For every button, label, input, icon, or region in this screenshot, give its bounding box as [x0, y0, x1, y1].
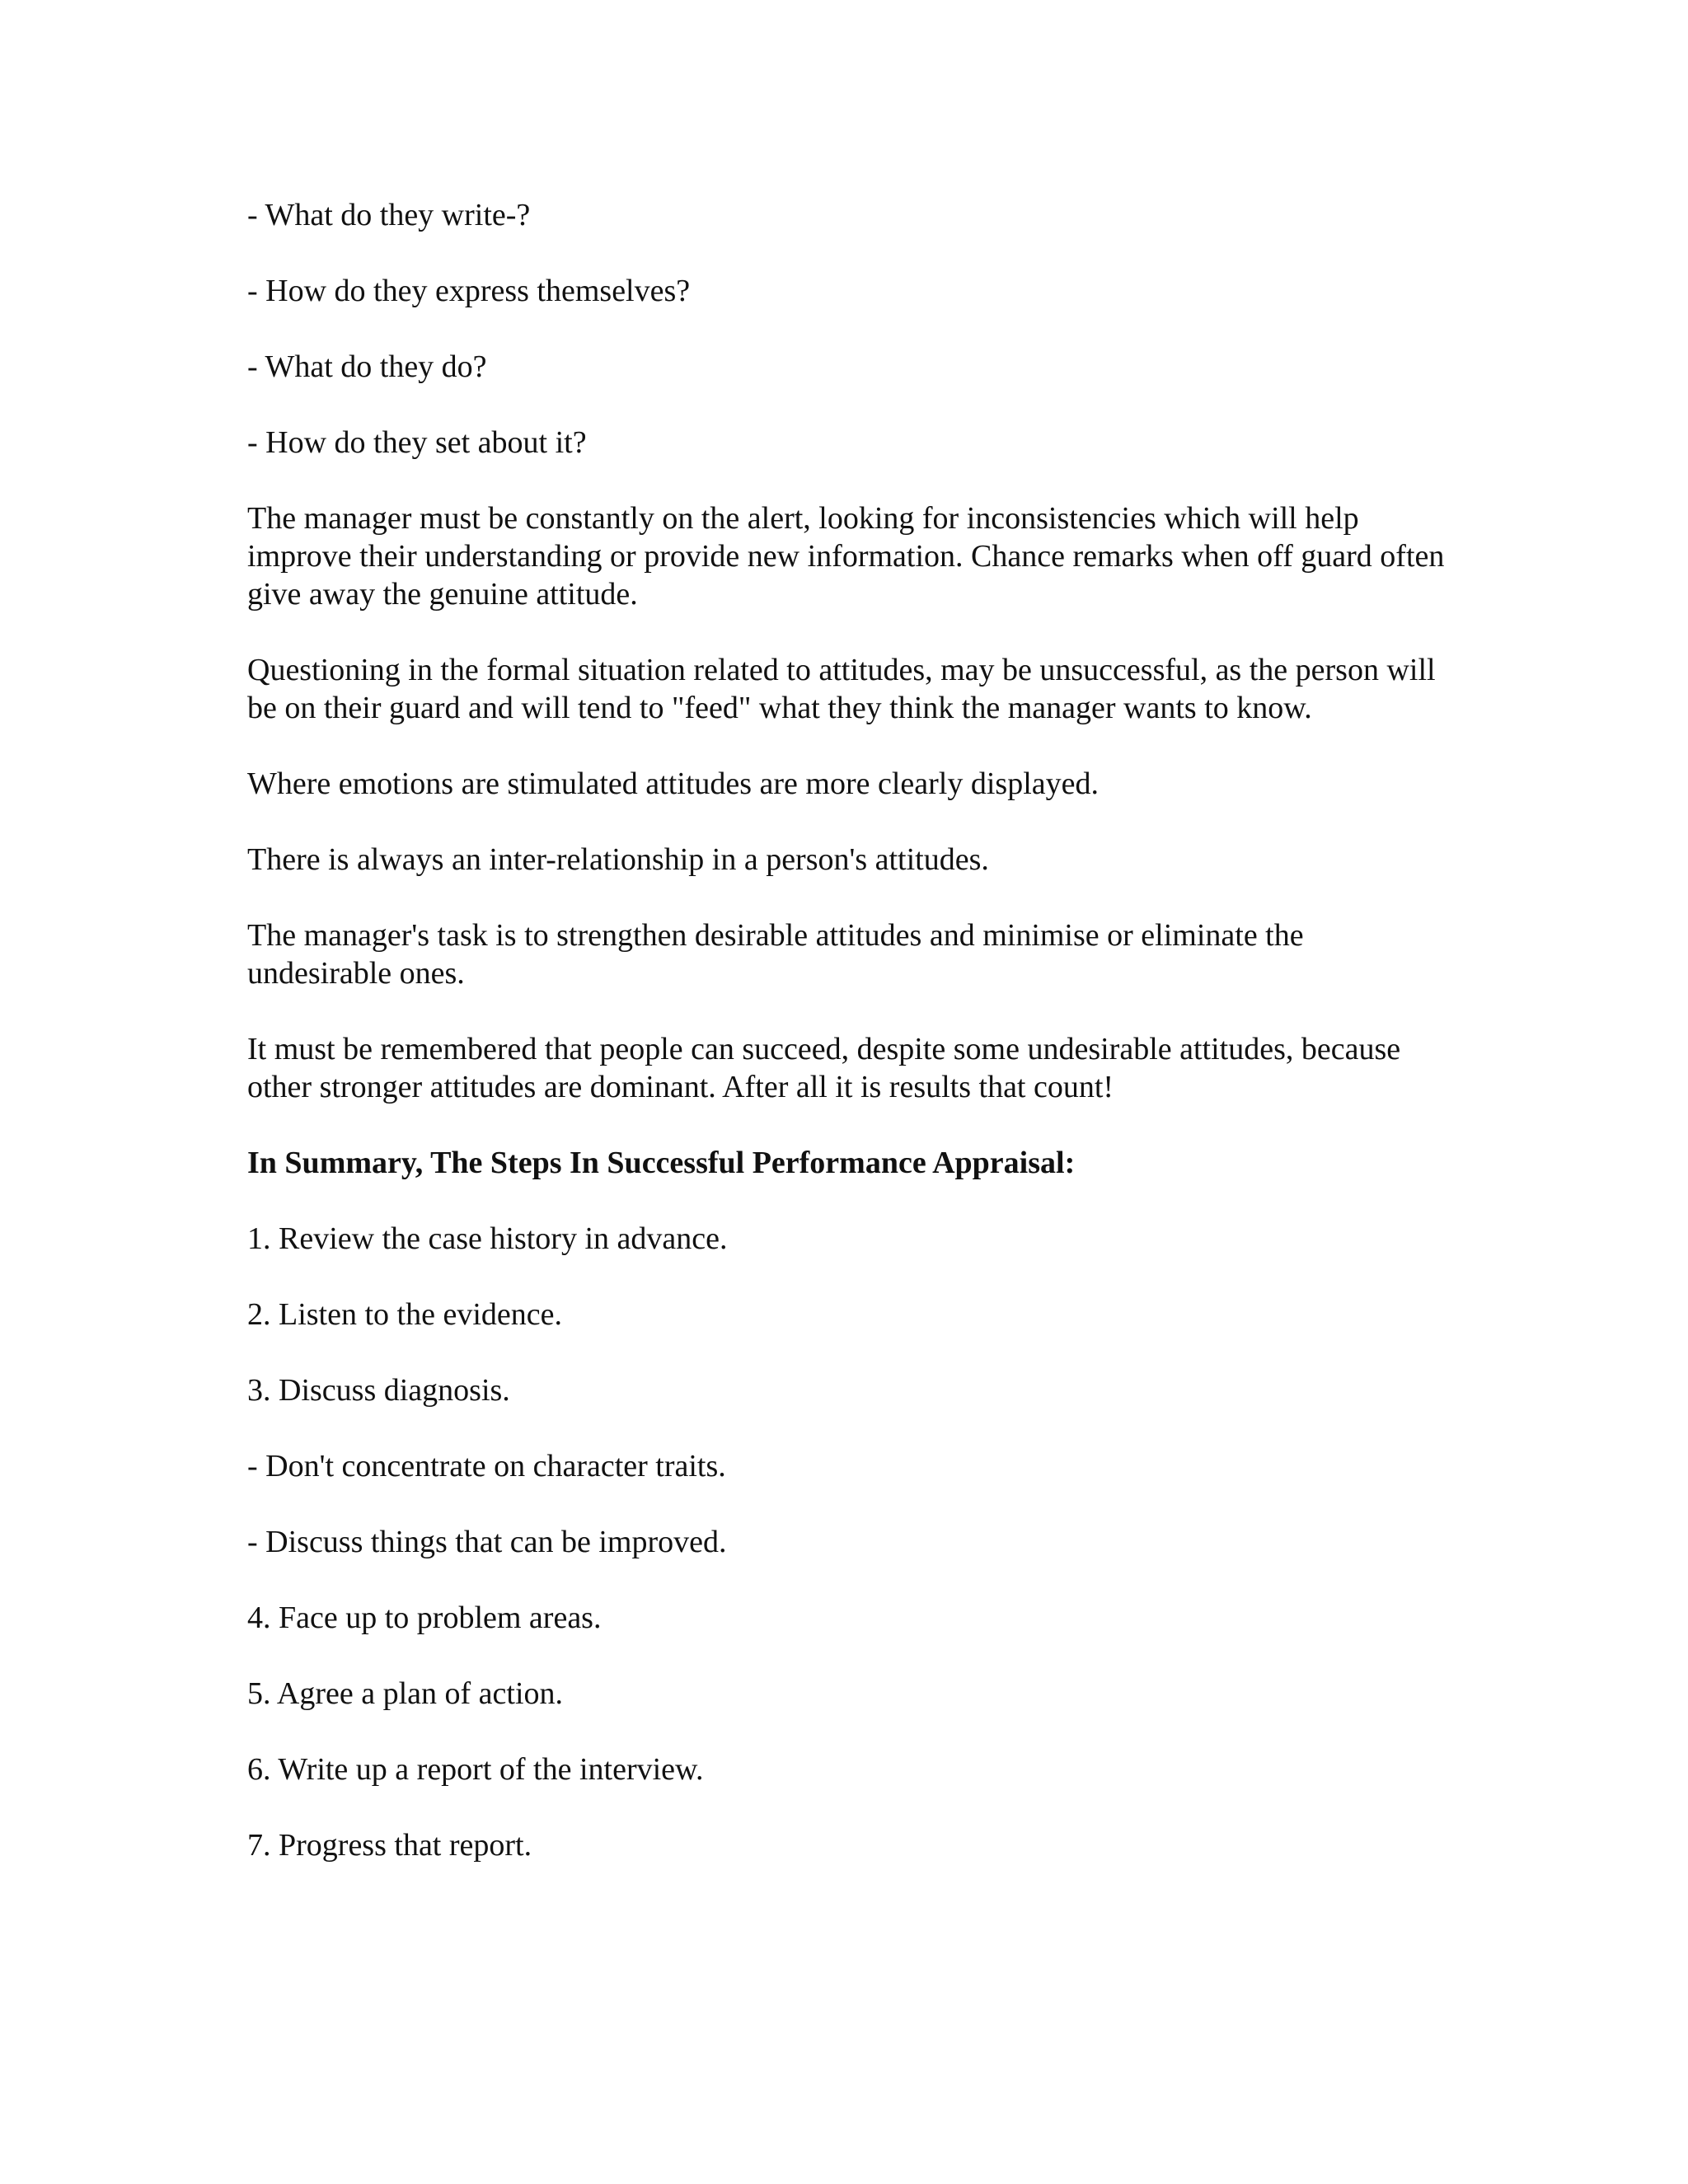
- summary-substep: - Don't concentrate on character traits.: [247, 1449, 726, 1483]
- summary-step: 3. Discuss diagnosis.: [247, 1373, 510, 1408]
- document-body: [247, 196, 1451, 1902]
- summary-step: 4. Face up to problem areas.: [247, 1601, 602, 1635]
- summary-step: 7. Progress that report.: [247, 1828, 532, 1863]
- question-item: - How do they express themselves?: [247, 274, 691, 308]
- body-paragraph: Questioning in the formal situation related to attitudes, may be unsuccessful, as the person will be on their guard and will tend to "feed" what they think the manager wants to know.: [247, 653, 1436, 725]
- body-paragraph: The manager's task is to strengthen desirable attitudes and minimise or eliminate the undesirable ones.: [247, 918, 1304, 991]
- summary-step: 5. Agree a plan of action.: [247, 1676, 564, 1711]
- summary-step: 2. Listen to the evidence.: [247, 1297, 562, 1332]
- question-item: - What do they write-?: [247, 198, 531, 232]
- summary-substep: - Discuss things that can be improved.: [247, 1525, 727, 1559]
- summary-step: 1. Review the case history in advance.: [247, 1221, 728, 1256]
- body-paragraph: It must be remembered that people can succeed, despite some undesirable attitudes, because other stronger attitudes are dominant. After all it is results that count!: [247, 1032, 1401, 1104]
- summary-step: 6. Write up a report of the interview.: [247, 1752, 704, 1787]
- body-paragraph: There is always an inter-relationship in a person's attitudes.: [247, 842, 989, 877]
- question-item: - What do they do?: [247, 349, 487, 384]
- summary-heading: In Summary, The Steps In Successful Performance Appraisal:: [247, 1146, 1076, 1180]
- body-paragraph: The manager must be constantly on the alert, looking for inconsistencies which will help improve their understanding or provide new information. Chance remarks when off guard often give away the genuine attitude.: [247, 501, 1445, 612]
- body-paragraph: Where emotions are stimulated attitudes are more clearly displayed.: [247, 766, 1099, 801]
- question-item: - How do they set about it?: [247, 425, 587, 460]
